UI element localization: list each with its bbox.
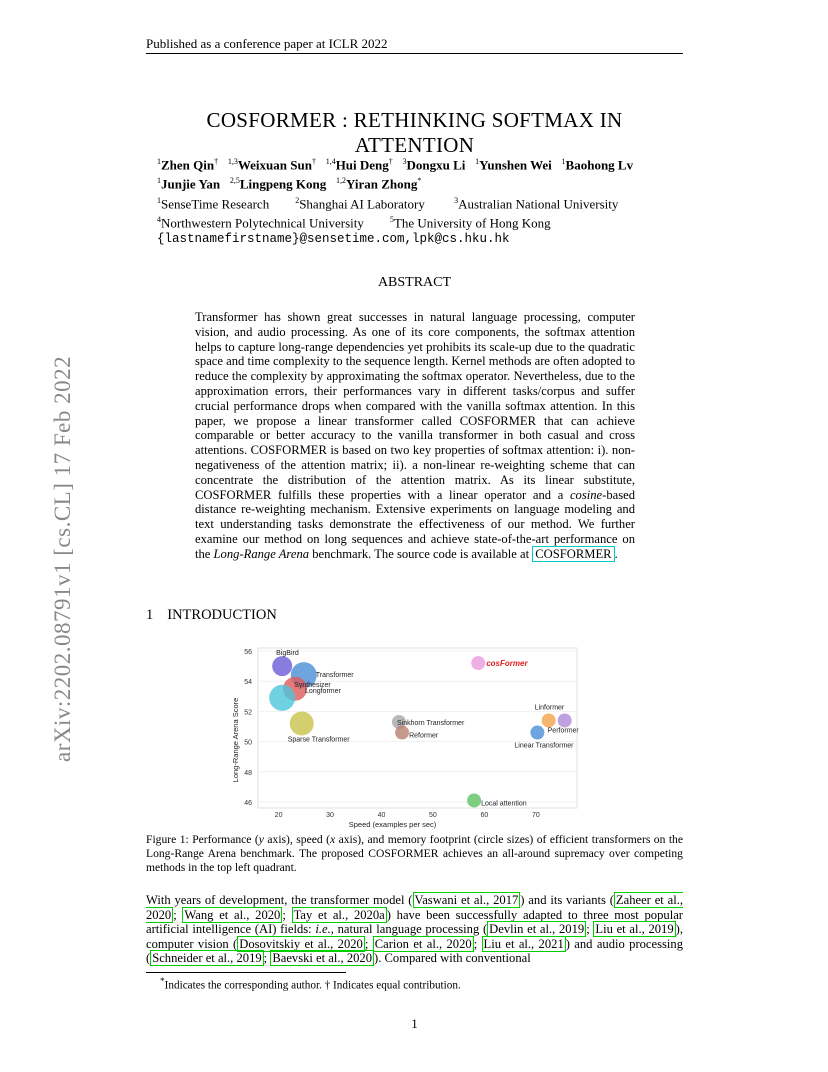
author-emails: {lastnamefirstname}@sensetime.com,lpk@cs.hku.hk	[157, 232, 510, 247]
intro-paragraph: With years of development, the transformer model ( Vaswani et al., 2017 ) and its variants ( Zaheer et al., 2020 ; Wang et al., 2020 ; Tay et al., 2020a ) have been successfully adapted to three most popular artificial intelligence (AI) fields: i.e., natural language processing ( Devlin et al., 2019 ; Liu et al., 2019 ), computer vision ( Dosovitskiy et al., 2020 ; Carion et al., 2020 ; Liu et al., 2021 ) and audio processing ( Schneider et al., 2019 ; Baevski et al., 2020 ). Compared with conventional	[146, 893, 684, 966]
data-point	[542, 713, 556, 727]
citation-link[interactable]: Devlin et al., 2019	[489, 922, 585, 937]
y-tick-label: 54	[244, 679, 252, 687]
citation-link[interactable]: Carion et al., 2020	[374, 936, 472, 951]
author-name: Weixuan Sun	[237, 157, 312, 173]
data-label: Linformer	[534, 704, 565, 712]
x-tick-label: 50	[429, 812, 437, 819]
x-tick-label: 70	[531, 812, 540, 819]
citation-link[interactable]: Baevski et al., 2020	[272, 951, 373, 966]
citation-link[interactable]: Schneider et al., 2019	[152, 951, 262, 966]
running-header: Published as a conference paper at ICLR 2022	[146, 36, 388, 51]
citation-link[interactable]: Zaheer et al., 2020	[146, 893, 683, 922]
author-name: Baohong Lv	[565, 157, 634, 173]
data-point	[558, 713, 572, 727]
y-axis-label: Long-Range Arena Score	[231, 697, 240, 783]
page-number: 1	[411, 1016, 418, 1031]
data-label: Local attention	[481, 800, 527, 808]
data-label: Transformer	[315, 672, 354, 680]
author-name: Dongxu Li	[406, 157, 466, 173]
author-name: Yunshen Wei	[479, 157, 552, 173]
x-tick-label: 30	[326, 812, 334, 819]
figure-1-chart	[222, 640, 592, 830]
data-label: Sinkhorn Transformer	[396, 719, 465, 727]
affiliation-line-1: $^1$SenseTime Research $^2$Shanghai AI Laboratory $^3$Australian National University	[157, 195, 619, 211]
author-block	[157, 154, 687, 247]
title-rest: : RETHINKING SOFTMAX IN ATTENTION	[342, 108, 623, 157]
data-point	[395, 726, 409, 740]
y-tick-label: 56	[244, 649, 252, 657]
x-tick-label: 20	[274, 812, 283, 819]
y-tick-label: 50	[244, 739, 252, 747]
source-code-link[interactable]: COSFORMER	[532, 546, 614, 562]
y-tick-label: 52	[244, 709, 252, 717]
x-tick-label: 60	[480, 812, 489, 819]
data-label: Linear Transformer	[514, 742, 574, 750]
arxiv-stamp: arXiv:2202.08791v1 [cs.CL] 17 Feb 2022	[50, 355, 75, 762]
author-name: Yiran Zhong	[345, 176, 418, 192]
author-line-2: $^1$Junjie Yan $^{2,5}$Lingpeng Kong $^{1,2}$Yiran Zhong*	[157, 176, 422, 192]
title-model-name: COSFORMER	[206, 108, 337, 132]
data-label: BigBird	[276, 650, 299, 658]
header-rule	[146, 53, 683, 54]
author-name: Zhen Qin	[161, 157, 215, 173]
citation-link[interactable]: Liu et al., 2021	[483, 936, 564, 951]
data-label: cosFormer	[486, 659, 528, 669]
abstract-heading: ABSTRACT	[377, 275, 452, 290]
x-axis-label: Speed (examples per sec)	[348, 820, 437, 829]
citation-link[interactable]: Tay et al., 2020a	[293, 907, 385, 922]
y-tick-label: 48	[244, 769, 252, 777]
abstract-body: Transformer has shown great successes in natural language processing, computer vision, and audio processing. As one of its core components, the softmax attention helps to capture long-range dependencies yet prohibits its scale-up due to the quadratic space and time complexity to the sequence length. Kernel methods are often adopted to reduce the complexity by approximating the softmax operator. Nevertheless, due to the approximation errors, their performances vary in different tasks/corpus and suffer crucial performance drops when compared with the vanilla softmax attention. In this paper, we propose a linear transformer called COSFORMER that can achieve comparable or better accuracy to the vanilla transformer in both casual and cross attentions. COSFORMER is based on two key properties of softmax attention: i). non-negativeness of the attention matrix; ii). a non-linear re-weighting scheme that can concentrate the distribution of the attention matrix. As its linear substitute, COSFORMER fulfills these properties with a linear operator and a cosine-based distance re-weighting mechanism. Extensive experiments on language modeling and text understanding tasks demonstrate the effectiveness of our method. We further examine our method on long sequences and achieve state-of-the-art performance on the Long-Range Arena benchmark. The source code is available at COSFORMER .	[195, 310, 635, 561]
data-label: Synthesizer	[294, 681, 331, 689]
data-label: Performer	[547, 727, 579, 735]
footnote-rule	[146, 972, 346, 973]
x-tick-label: 40	[377, 812, 386, 819]
data-point	[530, 726, 544, 740]
citation-link[interactable]: Vaswani et al., 2017	[414, 893, 519, 907]
data-point	[272, 656, 292, 676]
author-name: Junjie Yan	[161, 176, 221, 192]
citation-link[interactable]: Dosovitskiy et al., 2020	[239, 936, 363, 951]
y-tick-label: 46	[244, 799, 252, 807]
paper-title	[146, 108, 683, 158]
data-point	[290, 711, 314, 735]
figure-caption: Figure 1: Performance (y axis), speed (x axis), and memory footprint (circle sizes) of efficient transformers on the Long-Range Arena benchmark. The proposed COSFORMER achieves an all-around supremacy over competing methods in the top left quadrant.	[146, 833, 684, 874]
citation-link[interactable]: Liu et al., 2019	[595, 922, 674, 937]
data-point	[467, 793, 481, 807]
scatter-chart	[222, 640, 592, 830]
data-point	[269, 685, 295, 711]
data-label: Sparse Transformer	[287, 736, 350, 744]
affiliation-line-2: $^4$Northwestern Polytechnical University $^5$The University of Hong Kong	[157, 214, 551, 231]
section-heading: 1 INTRODUCTION	[146, 607, 277, 623]
author-name: Hui Deng	[335, 157, 389, 173]
citation-link[interactable]: Wang et al., 2020	[184, 907, 281, 922]
data-label: Reformer	[409, 732, 439, 740]
data-point	[471, 656, 485, 670]
data-label: Longformer	[305, 687, 341, 695]
footnote: *Indicates the corresponding author. † Indicates equal contribution.	[160, 977, 461, 992]
author-name: Lingpeng Kong	[239, 176, 327, 192]
author-line-1: $^1$Zhen Qin† $^{1,3}$Weixuan Sun† $^{1,4}$Hui Deng† $^3$Dongxu Li $^1$Yunshen Wei $^1$Baohong Lv	[157, 157, 634, 173]
